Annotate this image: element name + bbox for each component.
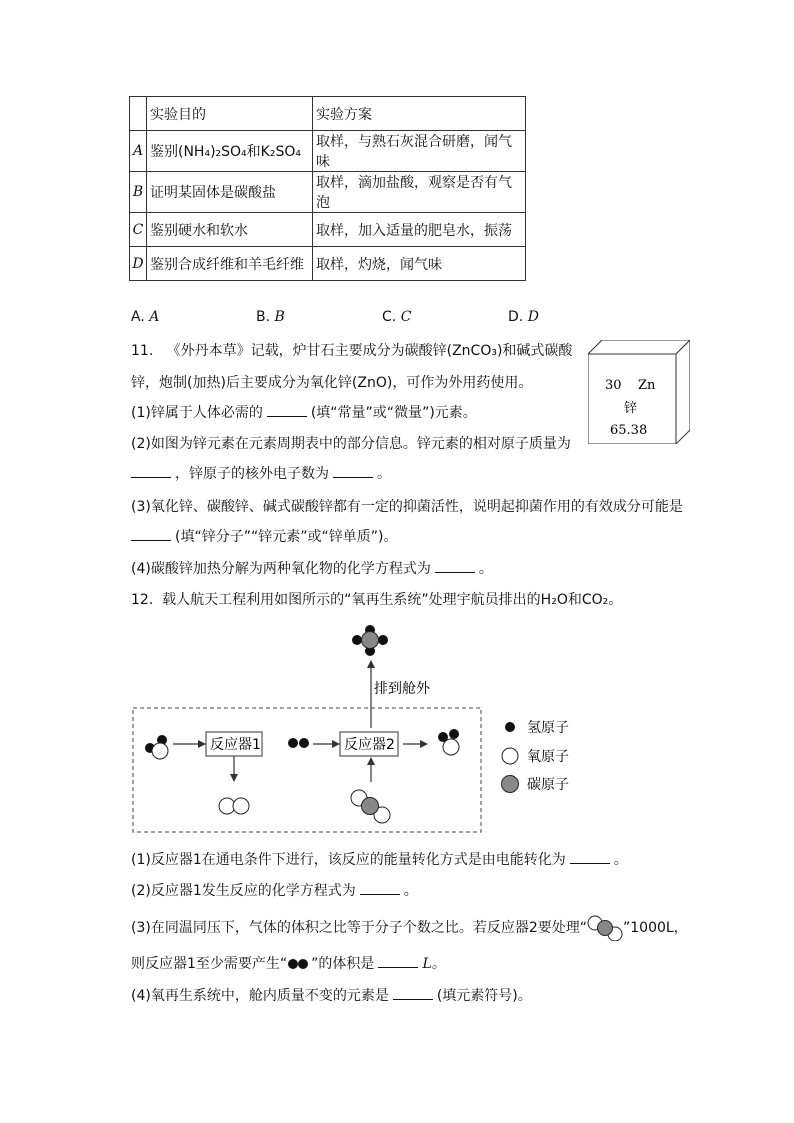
row-purpose: 证明某固体是碳酸盐 xyxy=(147,172,313,213)
answer-blank[interactable] xyxy=(435,560,475,573)
q11-part4: (4)碳酸锌加热分解为两种氧化物的化学方程式为 。 xyxy=(131,561,493,577)
row-purpose: 鉴别硬水和软水 xyxy=(147,213,313,247)
answer-blank[interactable] xyxy=(360,882,400,895)
q11-number: 11. xyxy=(131,343,154,359)
answer-blank[interactable] xyxy=(131,528,171,541)
element-symbol: Zn xyxy=(638,378,656,393)
answer-blank[interactable] xyxy=(570,851,610,864)
q11-part2-line1: (2)如图为锌元素在元素周期表中的部分信息。锌元素的相对原子质量为 xyxy=(131,436,571,452)
row-plan: 取样，滴加盐酸，观察是否有气泡 xyxy=(313,172,526,213)
h2-icon xyxy=(287,958,311,970)
experiment-table xyxy=(129,96,526,281)
row-key: C xyxy=(130,213,147,247)
row-key: D xyxy=(130,247,147,281)
table-header-blank xyxy=(130,97,147,131)
answer-blank[interactable] xyxy=(378,955,418,968)
option-b[interactable]: B. B xyxy=(256,309,285,325)
q12-part4: (4)氧再生系统中，舱内质量不变的元素是 (填元素符号)。 xyxy=(131,988,532,1004)
exhaust-label: 排到舱外 xyxy=(374,681,430,697)
zinc-element-card xyxy=(588,340,690,444)
q11-part1: (1)锌属于人体必需的 (填“常量”或“微量”)元素。 xyxy=(131,405,477,421)
q11-intro-line1: 11. 《外丹本草》记载，炉甘石主要成分为碳酸锌(ZnCO₃)和碱式碳酸 xyxy=(131,343,573,359)
table-row xyxy=(130,172,526,213)
answer-blank[interactable] xyxy=(393,987,433,1000)
atomic-mass: 65.38 xyxy=(610,423,648,438)
legend-oxygen: 氧原子 xyxy=(527,749,569,765)
q11-intro-line2: 锌，炮制(加热)后主要成分为氧化锌(ZnO)，可作为外用药使用。 xyxy=(131,375,533,391)
q12-number: 12. xyxy=(131,592,154,608)
row-plan: 取样，灼烧，闻气味 xyxy=(313,247,526,281)
table-row xyxy=(130,213,526,247)
row-key: B xyxy=(130,172,147,213)
answer-blank[interactable] xyxy=(131,465,171,478)
water-molecule-out xyxy=(438,729,459,755)
system-boundary xyxy=(133,708,481,832)
option-c[interactable]: C. C xyxy=(382,309,412,325)
q12-part3-line1: (3)在同温同压下，气体的体积之比等于分子个数之比。若反应器2要处理“ ”1000L， xyxy=(131,915,688,941)
reactor-2-label: 反应器2 xyxy=(344,737,395,753)
hydrogen-molecule xyxy=(288,738,309,748)
table-header-plan: 实验方案 xyxy=(313,97,526,131)
q12-part3-line2: 则反应器1至少需要产生“ ”的体积是 L。 xyxy=(131,956,446,972)
co2-icon xyxy=(587,915,623,941)
row-key: A xyxy=(130,131,147,172)
legend-hydrogen: 氢原子 xyxy=(527,720,569,736)
oxygen-regeneration-diagram xyxy=(128,620,508,840)
q12-intro: 12. 载人航天工程利用如图所示的“氧再生系统”处理宇航员排出的H₂O和CO₂。 xyxy=(131,592,623,608)
answer-blank[interactable] xyxy=(333,465,373,478)
option-d[interactable]: D. D xyxy=(508,309,539,325)
row-plan: 取样，加入适量的肥皂水，振荡 xyxy=(313,213,526,247)
methane-molecule xyxy=(352,625,388,656)
option-a[interactable]: A. A xyxy=(131,309,160,325)
answer-blank[interactable] xyxy=(267,404,307,417)
table-row xyxy=(130,247,526,281)
table-header-purpose: 实验目的 xyxy=(147,97,313,131)
atom-legend xyxy=(500,718,600,798)
hydrogen-atom-icon xyxy=(505,722,515,732)
element-name: 锌 xyxy=(624,401,638,416)
q12-part2: (2)反应器1发生反应的化学方程式为 。 xyxy=(131,883,418,899)
water-molecule-in xyxy=(145,735,168,759)
carbon-dioxide-molecule xyxy=(351,790,390,823)
carbon-atom-icon xyxy=(502,776,519,793)
q11-part3-line1: (3)氧化锌、碳酸锌、碱式碳酸锌都有一定的抑菌活性，说明起抑菌作用的有效成分可能是 xyxy=(131,499,683,515)
oxygen-atom-icon xyxy=(502,748,518,764)
q11-part3-line2: (填“锌分子”“锌元素”或“锌单质”)。 xyxy=(131,526,397,546)
table-header-row xyxy=(130,97,526,131)
reactor-1-label: 反应器1 xyxy=(210,737,261,753)
atomic-number: 30 xyxy=(605,378,622,393)
q12-part1: (1)反应器1在通电条件下进行，该反应的能量转化方式是由电能转化为 。 xyxy=(131,852,628,868)
table-row xyxy=(130,131,526,172)
row-purpose: 鉴别合成纤维和羊毛纤维 xyxy=(147,247,313,281)
row-purpose: 鉴别(NH₄)₂SO₄和K₂SO₄ xyxy=(147,131,313,172)
legend-carbon: 碳原子 xyxy=(527,777,569,793)
oxygen-molecule xyxy=(219,798,249,814)
row-plan: 取样，与熟石灰混合研磨，闻气味 xyxy=(313,131,526,172)
q11-part2-line2: ，锌原子的核外电子数为 。 xyxy=(131,463,391,483)
